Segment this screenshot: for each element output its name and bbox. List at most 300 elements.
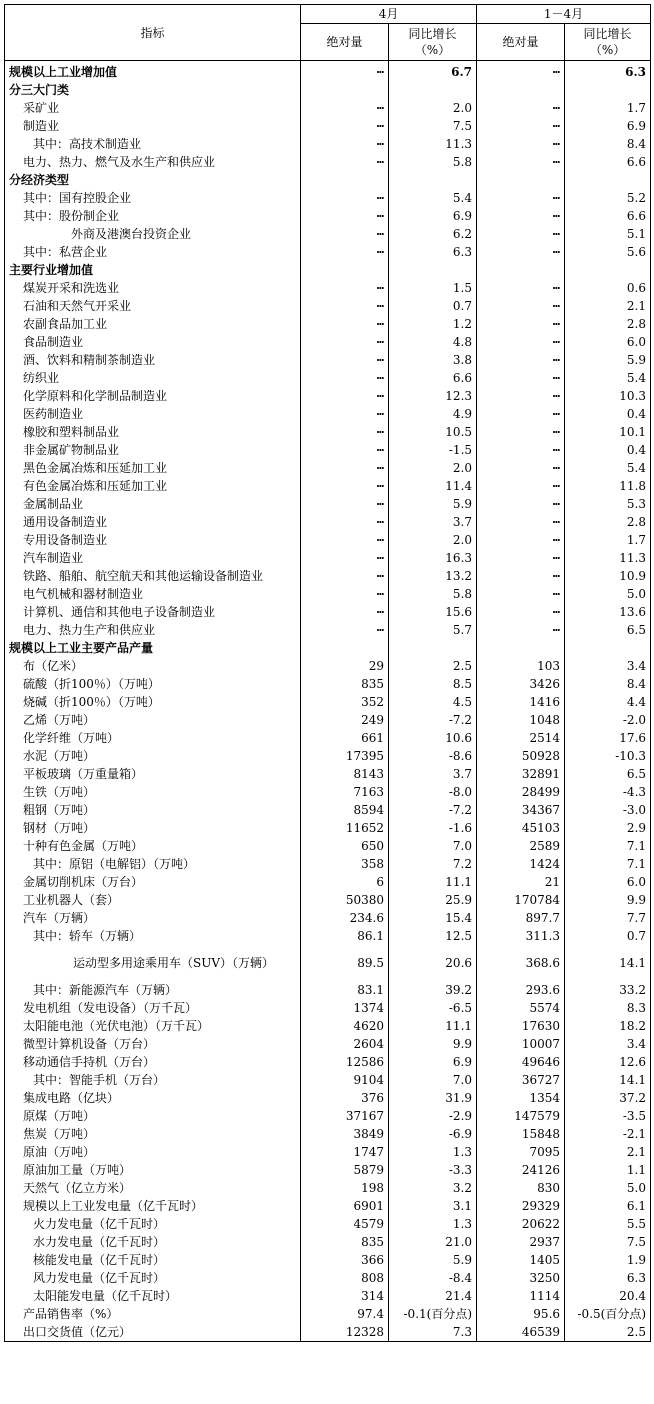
cell-april-absolute: 12328	[301, 1323, 389, 1342]
cell-april-absolute: 5879	[301, 1161, 389, 1179]
cell-janapr-absolute: 21	[477, 873, 565, 891]
cell-april-absolute: ┅	[301, 549, 389, 567]
cell-april-yoy: 15.4	[389, 909, 477, 927]
cell-janapr-absolute: 830	[477, 1179, 565, 1197]
cell-janapr-yoy: 37.2	[565, 1089, 651, 1107]
cell-april-yoy: 1.3	[389, 1215, 477, 1233]
cell-janapr-yoy: 6.6	[565, 153, 651, 171]
cell-janapr-absolute: 7095	[477, 1143, 565, 1161]
cell-janapr-yoy: 7.1	[565, 855, 651, 873]
cell-janapr-yoy: 8.4	[565, 135, 651, 153]
cell-april-yoy: 21.4	[389, 1287, 477, 1305]
cell-janapr-absolute	[477, 81, 565, 99]
cell-april-yoy: 31.9	[389, 1089, 477, 1107]
cell-janapr-absolute: ┅	[477, 567, 565, 585]
cell-april-yoy: 10.5	[389, 423, 477, 441]
table-row	[5, 621, 651, 639]
cell-april-yoy: 7.5	[389, 117, 477, 135]
table-row	[5, 711, 651, 729]
cell-april-yoy: 5.9	[389, 495, 477, 513]
row-indicator-name: 金属切削机床（万台）	[5, 873, 301, 891]
cell-april-yoy: 7.0	[389, 837, 477, 855]
row-indicator-name: 其中：股份制企业	[5, 207, 301, 225]
cell-janapr-absolute: 28499	[477, 783, 565, 801]
table-row	[5, 639, 651, 657]
cell-april-absolute: ┅	[301, 441, 389, 459]
cell-april-yoy: 8.5	[389, 675, 477, 693]
row-indicator-name: 工业机器人（套）	[5, 891, 301, 909]
row-indicator-name: 天然气（亿立方米）	[5, 1179, 301, 1197]
row-indicator-name: 分经济类型	[5, 171, 301, 189]
cell-april-absolute: ┅	[301, 207, 389, 225]
cell-april-absolute: 352	[301, 693, 389, 711]
row-indicator-name: 计算机、通信和其他电子设备制造业	[5, 603, 301, 621]
row-indicator-name: 水力发电量（亿千瓦时）	[5, 1233, 301, 1251]
cell-april-absolute: 9104	[301, 1071, 389, 1089]
cell-janapr-yoy: 11.8	[565, 477, 651, 495]
table-row	[5, 81, 651, 99]
row-indicator-name: 风力发电量（亿千瓦时）	[5, 1269, 301, 1287]
cell-april-yoy: 1.3	[389, 1143, 477, 1161]
cell-janapr-absolute: ┅	[477, 441, 565, 459]
cell-april-absolute: 1374	[301, 999, 389, 1017]
table-row	[5, 729, 651, 747]
cell-april-yoy: 5.8	[389, 153, 477, 171]
cell-april-yoy: 12.5	[389, 927, 477, 945]
row-indicator-name: 十种有色金属（万吨）	[5, 837, 301, 855]
cell-janapr-yoy: 0.6	[565, 279, 651, 297]
cell-janapr-yoy: 12.6	[565, 1053, 651, 1071]
cell-janapr-absolute: 34367	[477, 801, 565, 819]
table-row	[5, 1305, 651, 1323]
cell-april-absolute: 835	[301, 1233, 389, 1251]
cell-janapr-yoy: 13.6	[565, 603, 651, 621]
table-row	[5, 855, 651, 873]
cell-janapr-absolute: 293.6	[477, 981, 565, 999]
cell-janapr-yoy: 4.4	[565, 693, 651, 711]
cell-janapr-absolute: 311.3	[477, 927, 565, 945]
cell-april-absolute: ┅	[301, 99, 389, 117]
table-row	[5, 873, 651, 891]
cell-april-absolute: ┅	[301, 225, 389, 243]
table-row	[5, 243, 651, 261]
cell-april-yoy: 4.5	[389, 693, 477, 711]
cell-april-yoy: 39.2	[389, 981, 477, 999]
cell-april-yoy: 0.7	[389, 297, 477, 315]
cell-janapr-yoy	[565, 171, 651, 189]
row-indicator-name: 出口交货值（亿元）	[5, 1323, 301, 1342]
cell-april-yoy: 4.8	[389, 333, 477, 351]
row-indicator-name: 原油加工量（万吨）	[5, 1161, 301, 1179]
row-indicator-name: 化学原料和化学制品制造业	[5, 387, 301, 405]
table-row	[5, 675, 651, 693]
cell-janapr-yoy: 33.2	[565, 981, 651, 999]
table-row	[5, 783, 651, 801]
table-row	[5, 1323, 651, 1342]
cell-april-yoy: 11.1	[389, 1017, 477, 1035]
cell-april-absolute: 6	[301, 873, 389, 891]
cell-april-absolute: 234.6	[301, 909, 389, 927]
cell-april-absolute	[301, 639, 389, 657]
row-indicator-name: 规模以上工业增加值	[5, 61, 301, 82]
table-row	[5, 135, 651, 153]
cell-april-yoy: 11.3	[389, 135, 477, 153]
cell-april-yoy: -2.9	[389, 1107, 477, 1125]
table-row	[5, 765, 651, 783]
cell-april-yoy: -8.4	[389, 1269, 477, 1287]
cell-april-absolute: 661	[301, 729, 389, 747]
cell-janapr-absolute: 32891	[477, 765, 565, 783]
cell-janapr-absolute: 170784	[477, 891, 565, 909]
cell-april-yoy	[389, 171, 477, 189]
row-indicator-name: 金属制品业	[5, 495, 301, 513]
cell-janapr-absolute: ┅	[477, 585, 565, 603]
cell-janapr-yoy: 2.8	[565, 513, 651, 531]
row-indicator-name: 运动型多用途乘用车（SUV）（万辆）	[5, 945, 301, 981]
cell-janapr-absolute: ┅	[477, 495, 565, 513]
cell-janapr-yoy	[565, 81, 651, 99]
cell-janapr-yoy: 0.7	[565, 927, 651, 945]
cell-april-absolute: ┅	[301, 495, 389, 513]
row-indicator-name: 烧碱（折100％）（万吨）	[5, 693, 301, 711]
cell-janapr-absolute: ┅	[477, 297, 565, 315]
cell-april-absolute: ┅	[301, 297, 389, 315]
header-indicator: 指标	[5, 5, 301, 61]
table-row	[5, 1233, 651, 1251]
table-row	[5, 981, 651, 999]
cell-janapr-absolute: ┅	[477, 603, 565, 621]
cell-april-yoy	[389, 81, 477, 99]
cell-janapr-absolute: ┅	[477, 189, 565, 207]
table-row	[5, 1125, 651, 1143]
row-indicator-name: 钢材（万吨）	[5, 819, 301, 837]
cell-april-yoy: 6.3	[389, 243, 477, 261]
cell-janapr-yoy	[565, 639, 651, 657]
cell-janapr-absolute	[477, 639, 565, 657]
cell-janapr-yoy: -10.3	[565, 747, 651, 765]
row-indicator-name: 煤炭开采和洗选业	[5, 279, 301, 297]
cell-april-absolute: ┅	[301, 153, 389, 171]
table-row	[5, 819, 651, 837]
cell-janapr-yoy: 6.0	[565, 873, 651, 891]
cell-april-yoy: 20.6	[389, 945, 477, 981]
cell-april-yoy: -0.1(百分点)	[389, 1305, 477, 1323]
cell-janapr-absolute: ┅	[477, 405, 565, 423]
cell-april-absolute: ┅	[301, 61, 389, 82]
table-row	[5, 1035, 651, 1053]
cell-janapr-absolute: ┅	[477, 135, 565, 153]
cell-janapr-absolute	[477, 261, 565, 279]
cell-janapr-yoy: 14.1	[565, 945, 651, 981]
cell-april-yoy: 5.8	[389, 585, 477, 603]
cell-janapr-yoy: 17.6	[565, 729, 651, 747]
cell-april-yoy: 3.8	[389, 351, 477, 369]
cell-april-absolute: ┅	[301, 567, 389, 585]
cell-janapr-absolute: 1424	[477, 855, 565, 873]
cell-janapr-absolute: 368.6	[477, 945, 565, 981]
cell-janapr-yoy: 1.1	[565, 1161, 651, 1179]
cell-april-absolute: 86.1	[301, 927, 389, 945]
cell-janapr-absolute: 29329	[477, 1197, 565, 1215]
table-row	[5, 351, 651, 369]
row-indicator-name: 采矿业	[5, 99, 301, 117]
cell-april-yoy: 3.7	[389, 765, 477, 783]
row-indicator-name: 制造业	[5, 117, 301, 135]
cell-janapr-absolute: 1354	[477, 1089, 565, 1107]
cell-april-yoy: 5.9	[389, 1251, 477, 1269]
cell-janapr-absolute: 45103	[477, 819, 565, 837]
cell-janapr-yoy: 5.4	[565, 459, 651, 477]
cell-april-yoy: 5.7	[389, 621, 477, 639]
cell-april-absolute: 358	[301, 855, 389, 873]
cell-april-absolute	[301, 261, 389, 279]
row-indicator-name: 粗钢（万吨）	[5, 801, 301, 819]
cell-janapr-absolute: 15848	[477, 1125, 565, 1143]
cell-april-absolute: 8143	[301, 765, 389, 783]
cell-april-absolute: 376	[301, 1089, 389, 1107]
cell-april-yoy: 13.2	[389, 567, 477, 585]
cell-april-yoy: 6.6	[389, 369, 477, 387]
cell-april-absolute: 83.1	[301, 981, 389, 999]
cell-april-absolute: ┅	[301, 477, 389, 495]
table-row	[5, 225, 651, 243]
cell-janapr-absolute: ┅	[477, 387, 565, 405]
cell-april-absolute	[301, 81, 389, 99]
cell-janapr-absolute: ┅	[477, 621, 565, 639]
cell-janapr-absolute: ┅	[477, 459, 565, 477]
cell-janapr-absolute: 20622	[477, 1215, 565, 1233]
cell-janapr-yoy: 20.4	[565, 1287, 651, 1305]
row-indicator-name: 其中：国有控股企业	[5, 189, 301, 207]
cell-janapr-yoy: 5.0	[565, 585, 651, 603]
cell-janapr-absolute: ┅	[477, 351, 565, 369]
cell-janapr-yoy: 2.5	[565, 1323, 651, 1342]
cell-janapr-absolute: 10007	[477, 1035, 565, 1053]
table-row	[5, 1089, 651, 1107]
cell-janapr-absolute: 2589	[477, 837, 565, 855]
cell-april-yoy: 1.5	[389, 279, 477, 297]
cell-april-absolute: 366	[301, 1251, 389, 1269]
cell-april-yoy: 7.2	[389, 855, 477, 873]
row-indicator-name: 水泥（万吨）	[5, 747, 301, 765]
cell-janapr-absolute: 5574	[477, 999, 565, 1017]
cell-janapr-absolute: 3426	[477, 675, 565, 693]
cell-janapr-yoy: 6.0	[565, 333, 651, 351]
cell-april-absolute: 97.4	[301, 1305, 389, 1323]
cell-april-absolute: 7163	[301, 783, 389, 801]
cell-april-yoy: 11.1	[389, 873, 477, 891]
cell-april-absolute: 17395	[301, 747, 389, 765]
cell-april-absolute: ┅	[301, 387, 389, 405]
cell-janapr-yoy: -2.1	[565, 1125, 651, 1143]
cell-april-absolute: ┅	[301, 585, 389, 603]
cell-janapr-yoy: 5.2	[565, 189, 651, 207]
row-indicator-name: 原油（万吨）	[5, 1143, 301, 1161]
header-april: 4月	[301, 5, 477, 24]
table-row	[5, 1269, 651, 1287]
cell-janapr-yoy: 10.3	[565, 387, 651, 405]
cell-janapr-absolute: ┅	[477, 423, 565, 441]
cell-april-absolute: 6901	[301, 1197, 389, 1215]
table-row	[5, 1197, 651, 1215]
table-row	[5, 315, 651, 333]
row-indicator-name: 发电机组（发电设备）（万千瓦）	[5, 999, 301, 1017]
cell-april-absolute: 314	[301, 1287, 389, 1305]
row-indicator-name: 农副食品加工业	[5, 315, 301, 333]
cell-janapr-yoy: 5.9	[565, 351, 651, 369]
table-row	[5, 1287, 651, 1305]
cell-janapr-absolute: ┅	[477, 225, 565, 243]
cell-april-yoy: -8.0	[389, 783, 477, 801]
cell-april-absolute: ┅	[301, 621, 389, 639]
table-body	[5, 61, 651, 1342]
cell-april-absolute: ┅	[301, 117, 389, 135]
row-indicator-name: 其中：原铝（电解铝）（万吨）	[5, 855, 301, 873]
row-indicator-name: 其中：智能手机（万台）	[5, 1071, 301, 1089]
cell-april-absolute: 8594	[301, 801, 389, 819]
row-indicator-name: 有色金属冶炼和压延加工业	[5, 477, 301, 495]
row-indicator-name: 火力发电量（亿千瓦时）	[5, 1215, 301, 1233]
cell-janapr-yoy: 5.5	[565, 1215, 651, 1233]
cell-april-absolute: 808	[301, 1269, 389, 1287]
cell-janapr-absolute: 24126	[477, 1161, 565, 1179]
cell-april-absolute: 37167	[301, 1107, 389, 1125]
cell-janapr-absolute: 2514	[477, 729, 565, 747]
cell-janapr-absolute: 147579	[477, 1107, 565, 1125]
table-row	[5, 207, 651, 225]
cell-april-yoy	[389, 639, 477, 657]
table-row	[5, 513, 651, 531]
cell-janapr-yoy: 0.4	[565, 405, 651, 423]
table-row	[5, 495, 651, 513]
table-row	[5, 603, 651, 621]
row-indicator-name: 黑色金属冶炼和压延加工业	[5, 459, 301, 477]
cell-janapr-absolute: ┅	[477, 279, 565, 297]
row-indicator-name: 医药制造业	[5, 405, 301, 423]
cell-april-yoy: -6.9	[389, 1125, 477, 1143]
cell-janapr-yoy: 0.4	[565, 441, 651, 459]
table-row	[5, 153, 651, 171]
cell-janapr-yoy	[565, 261, 651, 279]
table-row	[5, 1107, 651, 1125]
table-row	[5, 423, 651, 441]
table-row	[5, 999, 651, 1017]
table-row	[5, 279, 651, 297]
row-indicator-name: 橡胶和塑料制品业	[5, 423, 301, 441]
cell-april-absolute: ┅	[301, 423, 389, 441]
table-row	[5, 369, 651, 387]
cell-april-yoy: -6.5	[389, 999, 477, 1017]
cell-janapr-yoy: 3.4	[565, 657, 651, 675]
cell-april-yoy: -7.2	[389, 711, 477, 729]
industrial-statistics-table	[4, 4, 651, 1342]
table-row	[5, 477, 651, 495]
table-row	[5, 891, 651, 909]
cell-april-absolute: 11652	[301, 819, 389, 837]
cell-janapr-absolute: 1048	[477, 711, 565, 729]
row-indicator-name: 外商及港澳台投资企业	[5, 225, 301, 243]
row-indicator-name: 其中：新能源汽车（万辆）	[5, 981, 301, 999]
row-indicator-name: 焦炭（万吨）	[5, 1125, 301, 1143]
cell-janapr-yoy: 6.3	[565, 61, 651, 82]
cell-april-yoy: 2.0	[389, 459, 477, 477]
cell-april-yoy: 6.7	[389, 61, 477, 82]
cell-janapr-absolute: ┅	[477, 315, 565, 333]
cell-janapr-absolute: ┅	[477, 243, 565, 261]
row-indicator-name: 电力、热力、燃气及水生产和供应业	[5, 153, 301, 171]
cell-april-absolute: 12586	[301, 1053, 389, 1071]
cell-janapr-yoy: 10.1	[565, 423, 651, 441]
row-indicator-name: 化学纤维（万吨）	[5, 729, 301, 747]
table-row	[5, 1251, 651, 1269]
cell-janapr-yoy: -0.5(百分点)	[565, 1305, 651, 1323]
cell-janapr-absolute: 46539	[477, 1323, 565, 1342]
cell-janapr-yoy: -3.5	[565, 1107, 651, 1125]
cell-janapr-absolute: ┅	[477, 513, 565, 531]
cell-janapr-absolute: ┅	[477, 369, 565, 387]
cell-april-yoy: 11.4	[389, 477, 477, 495]
table-row	[5, 171, 651, 189]
cell-april-yoy: -7.2	[389, 801, 477, 819]
cell-april-yoy: 12.3	[389, 387, 477, 405]
cell-april-absolute: ┅	[301, 459, 389, 477]
cell-janapr-absolute: ┅	[477, 531, 565, 549]
cell-janapr-absolute: ┅	[477, 333, 565, 351]
row-indicator-name: 通用设备制造业	[5, 513, 301, 531]
cell-april-absolute: ┅	[301, 135, 389, 153]
cell-janapr-yoy: 7.5	[565, 1233, 651, 1251]
cell-april-absolute: 650	[301, 837, 389, 855]
cell-april-yoy: 16.3	[389, 549, 477, 567]
cell-janapr-yoy: -4.3	[565, 783, 651, 801]
cell-janapr-absolute: ┅	[477, 549, 565, 567]
table-row	[5, 99, 651, 117]
cell-janapr-absolute: 95.6	[477, 1305, 565, 1323]
cell-janapr-yoy: 7.1	[565, 837, 651, 855]
row-indicator-name: 电力、热力生产和供应业	[5, 621, 301, 639]
cell-janapr-yoy: 6.9	[565, 117, 651, 135]
cell-janapr-yoy: 1.9	[565, 1251, 651, 1269]
cell-april-yoy: 3.1	[389, 1197, 477, 1215]
row-indicator-name: 核能发电量（亿千瓦时）	[5, 1251, 301, 1269]
table-row	[5, 909, 651, 927]
cell-janapr-yoy: -3.0	[565, 801, 651, 819]
cell-april-yoy: 2.5	[389, 657, 477, 675]
cell-april-absolute: ┅	[301, 369, 389, 387]
cell-april-absolute: 835	[301, 675, 389, 693]
row-indicator-name: 太阳能发电量（亿千瓦时）	[5, 1287, 301, 1305]
row-indicator-name: 食品制造业	[5, 333, 301, 351]
cell-april-absolute: 50380	[301, 891, 389, 909]
table-row	[5, 1017, 651, 1035]
table-row	[5, 531, 651, 549]
cell-janapr-yoy: 5.6	[565, 243, 651, 261]
cell-april-yoy: 6.9	[389, 1053, 477, 1071]
cell-april-yoy: 9.9	[389, 1035, 477, 1053]
cell-janapr-absolute: 103	[477, 657, 565, 675]
row-indicator-name: 其中：高技术制造业	[5, 135, 301, 153]
cell-april-yoy: 1.2	[389, 315, 477, 333]
cell-janapr-absolute: 50928	[477, 747, 565, 765]
cell-janapr-yoy: 2.1	[565, 297, 651, 315]
cell-april-yoy: 15.6	[389, 603, 477, 621]
cell-april-absolute: 4620	[301, 1017, 389, 1035]
cell-april-absolute: 3849	[301, 1125, 389, 1143]
cell-janapr-yoy: 5.3	[565, 495, 651, 513]
table-row	[5, 405, 651, 423]
header-jan-apr: 1－4月	[477, 5, 651, 24]
cell-april-yoy: 2.0	[389, 531, 477, 549]
